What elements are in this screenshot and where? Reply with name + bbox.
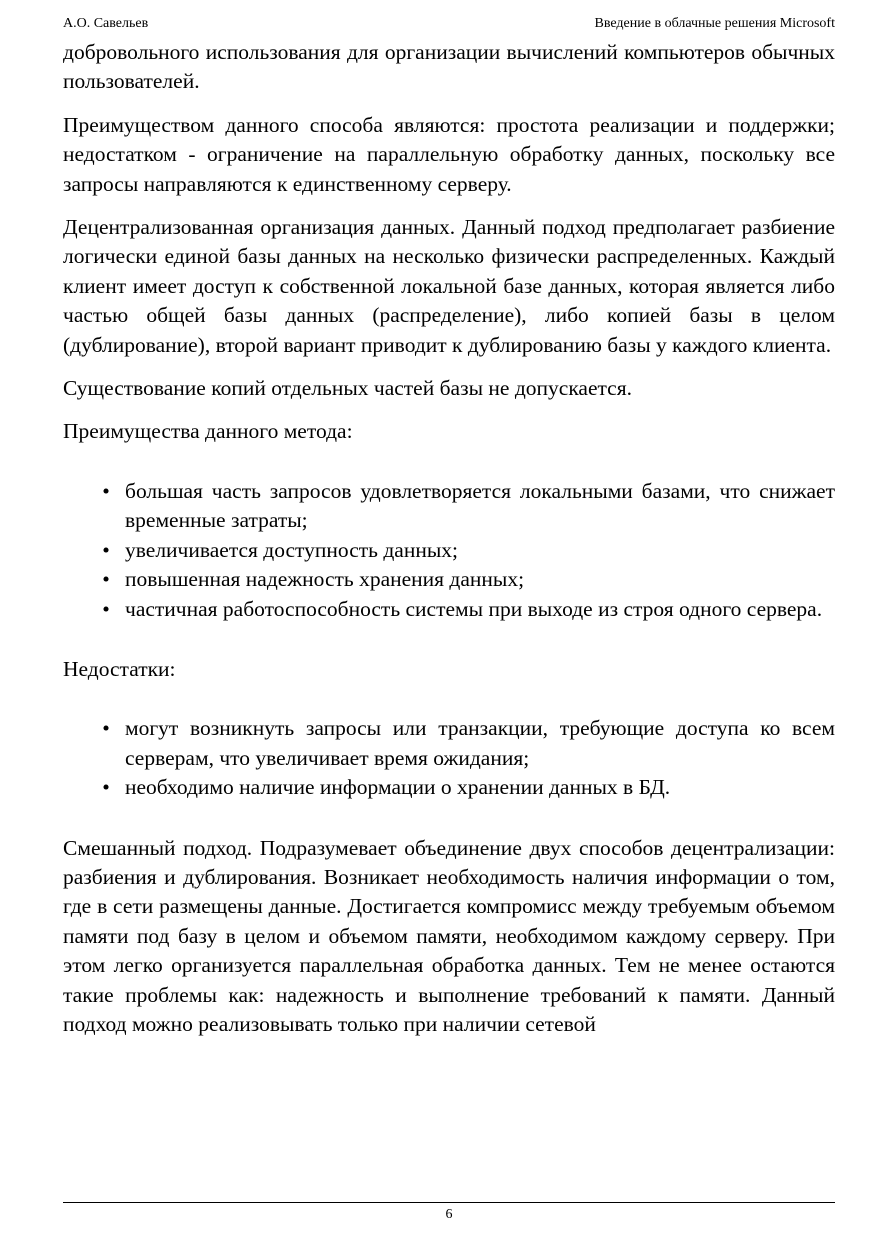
paragraph-no-copies: Существование копий отдельных частей базы не допускается. — [63, 376, 632, 401]
paragraph-advantages-heading: Преимущества данного метода: — [63, 419, 353, 444]
list-item — [63, 714, 835, 773]
bullet-icon: • — [102, 775, 110, 800]
footer-divider — [63, 1202, 835, 1203]
advantages-list — [63, 477, 835, 624]
list-item-text: большая часть запросов удовлетворяется локальными базами, что снижает временные затраты; — [125, 478, 835, 533]
list-item — [63, 773, 835, 802]
bullet-icon: • — [102, 478, 110, 503]
list-item — [63, 595, 835, 624]
header-title: Введение в облачные решения Microsoft — [594, 16, 835, 31]
list-item — [63, 565, 835, 594]
bullet-icon: • — [102, 567, 110, 592]
page-number: 6 — [445, 1207, 453, 1222]
paragraph-mixed-approach: Смешанный подход. Подразумевает объединение двух способов децентрализации: разбиения и дублирования. Возникает необходимость наличия информации о том, где в сети размещены данные. Достигается компромисс между требуемым объемом памяти под базу в целом и объемом памяти, необходимом каждому серверу. При этом легко организуется параллельная обработка данных. Тем не менее остаются такие проблемы как: надежность и выполнение требований к памяти. Данный подход можно реализовывать только при наличии сетевой — [63, 835, 835, 1036]
header-author: А.О. Савельев — [63, 16, 149, 31]
paragraph-decentralized: Децентрализованная организация данных. Данный подход предполагает разбиение логически единой базы данных на несколько физически распределенных. Каждый клиент имеет доступ к собственной локальной базе данных, которая является либо частью общей базы данных (распределение), либо копией базы в целом (дублирование), второй вариант приводит к дублированию базы у каждого клиента. — [63, 215, 835, 357]
paragraph-continuation: добровольного использования для организации вычислений компьютеров обычных пользователей. — [63, 40, 835, 94]
page-body — [63, 38, 835, 1053]
list-item-text: повышенная надежность хранения данных; — [125, 567, 525, 592]
paragraph-disadvantages-heading: Недостатки: — [63, 656, 176, 681]
list-item-text: увеличивается доступность данных; — [125, 537, 458, 562]
bullet-icon: • — [102, 596, 110, 621]
bullet-icon: • — [102, 716, 110, 741]
list-item-text: могут возникнуть запросы или транзакции, требующие доступа ко всем серверам, что увеличивает время ожидания; — [125, 716, 835, 770]
list-item — [63, 477, 835, 536]
bullet-icon: • — [102, 537, 110, 562]
list-item-text: необходимо наличие информации о хранении данных в БД. — [125, 775, 671, 800]
list-item — [63, 536, 835, 565]
page-header — [63, 14, 835, 34]
paragraph-centralized-pros-cons: Преимуществом данного способа являются: простота реализации и поддержки; недостатком - ограничение на параллельную обработку данных, поскольку все запросы направляются к единственному серверу. — [63, 112, 835, 196]
disadvantages-list — [63, 714, 835, 802]
list-item-text: частичная работоспособность системы при выходе из строя одного сервера. — [125, 596, 823, 621]
